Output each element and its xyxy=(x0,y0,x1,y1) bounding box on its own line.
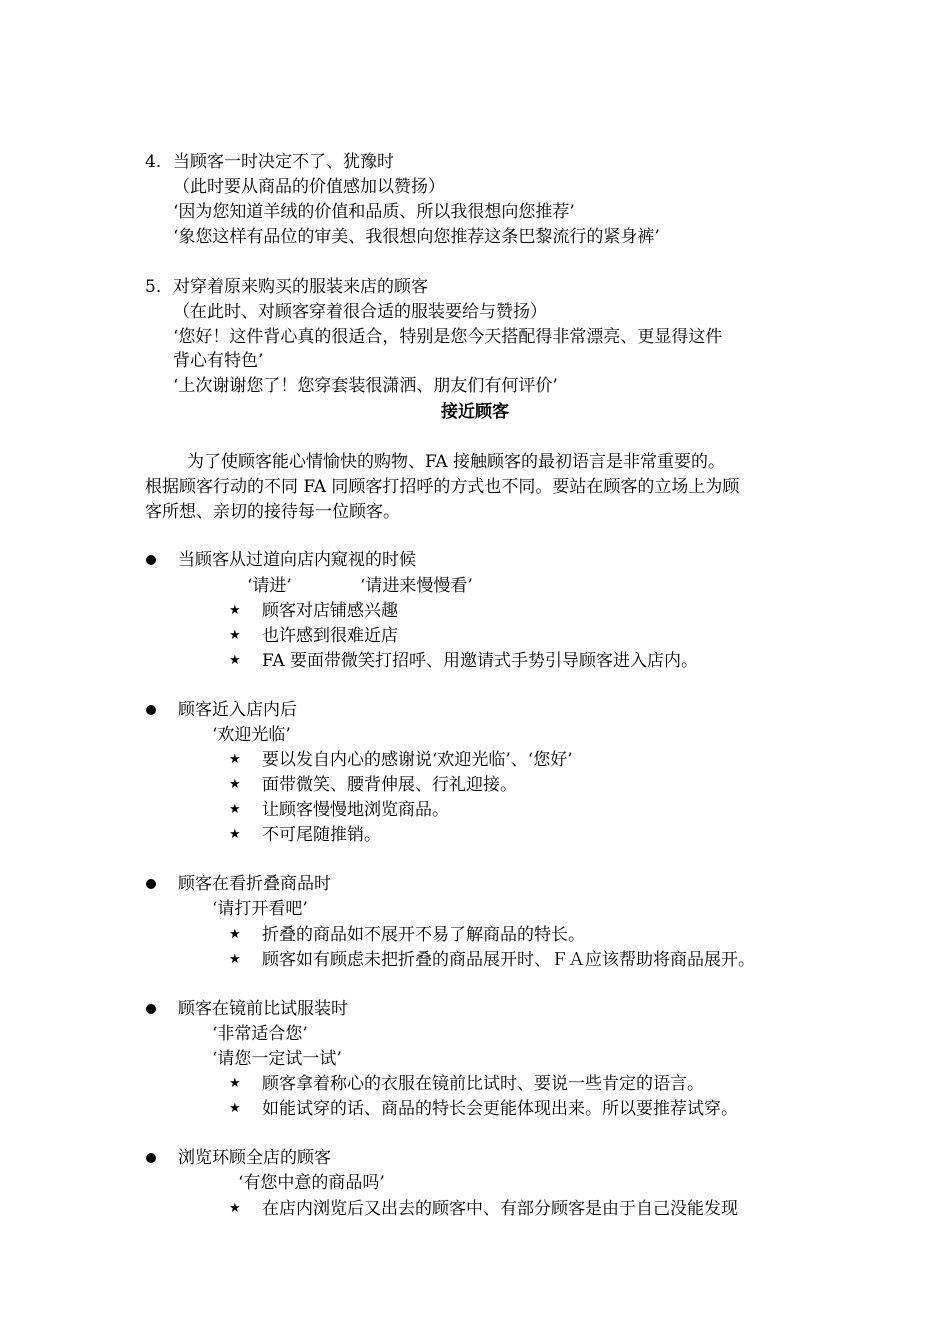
item-5-title: 对穿着原来购买的服装来店的顾客 xyxy=(173,277,428,297)
item-5-note: （在此时、对顾客穿着很合适的服装要给与赞扬） xyxy=(173,302,547,322)
bullet-5-star-1: 在店内浏览后又出去的顾客中、有部分顾客是由于自己没能发现 xyxy=(262,1199,738,1219)
bullet-1-star-1: 顾客对店铺感兴趣 xyxy=(262,601,398,621)
bullet-icon xyxy=(146,705,156,715)
bullet-4-star-1: 顾客拿着称心的衣服在镜前比试时、要说一些肯定的语言。 xyxy=(262,1074,704,1094)
star-icon: ★ xyxy=(229,777,241,792)
star-icon: ★ xyxy=(229,603,241,618)
star-icon: ★ xyxy=(229,628,241,643)
item-4-note: （此时要从商品的价值感加以赞扬） xyxy=(173,177,445,197)
section-heading: 接近顾客 xyxy=(441,402,509,422)
bullet-icon xyxy=(146,1153,156,1163)
bullet-3-title: 顾客在看折叠商品时 xyxy=(178,874,331,894)
bullet-4-phrase-2: ‘请您一定试一试’ xyxy=(212,1049,342,1069)
bullet-4-title: 顾客在镜前比试服装时 xyxy=(178,999,348,1019)
bullet-3-star-2: 顾客如有顾虑未把折叠的商品展开时、ＦＡ应该帮助将商品展开。 xyxy=(262,950,755,970)
item-4-number: 4. xyxy=(145,152,162,172)
bullet-icon xyxy=(146,1004,156,1014)
star-icon: ★ xyxy=(229,802,241,817)
bullet-1-phrase-a: ‘请进’ xyxy=(247,576,292,596)
intro-line-3: 客所想、亲切的接待每一位顾客。 xyxy=(145,502,400,522)
star-icon: ★ xyxy=(229,1201,241,1216)
star-icon: ★ xyxy=(229,927,241,942)
bullet-4-star-2: 如能试穿的话、商品的特长会更能体现出来。所以要推荐试穿。 xyxy=(262,1099,738,1119)
intro-line-2: 根据顾客行动的不同 FA 同顾客打招呼的方式也不同。要站在顾客的立场上为顾 xyxy=(145,477,740,497)
star-icon: ★ xyxy=(229,653,241,668)
bullet-1-title: 当顾客从过道向店内窥视的时候 xyxy=(178,550,416,570)
star-icon: ★ xyxy=(229,1076,241,1091)
item-5-quote-3: ‘上次谢谢您了！您穿套装很潇洒、朋友们有何评价’ xyxy=(173,376,558,396)
bullet-3-star-1: 折叠的商品如不展开不易了解商品的特长。 xyxy=(262,925,585,945)
bullet-5-title: 浏览环顾全店的顾客 xyxy=(178,1148,331,1168)
item-4-quote-1: ‘因为您知道羊绒的价值和品质、所以我很想向您推荐’ xyxy=(173,202,575,222)
item-5-quote-2: 背心有特色’ xyxy=(173,351,264,371)
bullet-icon xyxy=(146,555,156,565)
bullet-3-phrase-1: ‘请打开看吧’ xyxy=(212,899,308,919)
star-icon: ★ xyxy=(229,952,241,967)
bullet-1-star-3: FA 要面带微笑打招呼、用邀请式手势引导顾客进入店内。 xyxy=(262,651,698,671)
bullet-2-star-1: 要以发自内心的感谢说‘欢迎光临’、‘您好’ xyxy=(262,750,573,770)
bullet-2-title: 顾客近入店内后 xyxy=(178,700,297,720)
bullet-2-star-2: 面带微笑、腰背伸展、行礼迎接。 xyxy=(262,775,517,795)
star-icon: ★ xyxy=(229,827,241,842)
star-icon: ★ xyxy=(229,752,241,767)
bullet-icon xyxy=(146,879,156,889)
bullet-1-star-2: 也许感到很难近店 xyxy=(262,626,398,646)
intro-line-1: 为了使顾客能心情愉快的购物、FA 接触顾客的最初语言是非常重要的。 xyxy=(187,452,725,472)
bullet-2-star-3: 让顾客慢慢地浏览商品。 xyxy=(262,800,449,820)
star-icon: ★ xyxy=(229,1101,241,1116)
bullet-4-phrase-1: ‘非常适合您’ xyxy=(212,1024,308,1044)
item-5-quote-1: ‘您好！这件背心真的很适合，特别是您今天搭配得非常漂亮、更显得这件 xyxy=(173,327,723,347)
item-5-number: 5. xyxy=(145,277,162,297)
bullet-2-star-4: 不可尾随推销。 xyxy=(262,825,381,845)
item-4-title: 当顾客一时决定不了、犹豫时 xyxy=(173,152,394,172)
item-4-quote-2: ‘象您这样有品位的审美、我很想向您推荐这条巴黎流行的紧身裤’ xyxy=(173,227,660,247)
bullet-1-phrase-b: ‘请进来慢慢看’ xyxy=(360,576,473,596)
bullet-2-phrase-1: ‘欢迎光临’ xyxy=(212,725,291,745)
bullet-5-phrase-1: ‘有您中意的商品吗’ xyxy=(238,1173,385,1193)
